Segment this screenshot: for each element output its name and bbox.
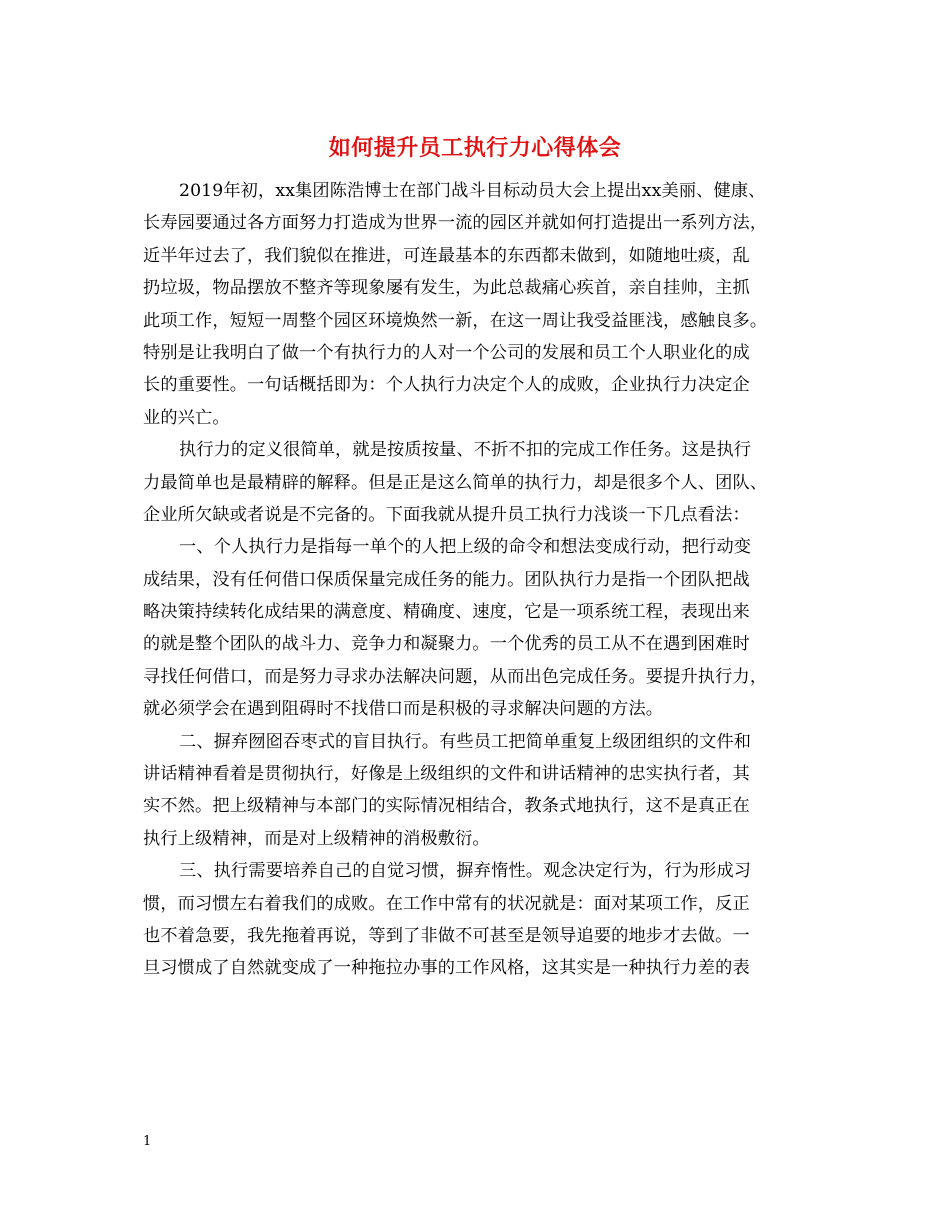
page-number: 1 <box>143 1134 152 1149</box>
paragraph-line: 的就是整个团队的战斗力、竞争力和凝聚力。一个优秀的员工从不在遇到困难时 <box>143 634 750 655</box>
paragraph-line: 2019年初，xx集团陈浩博士在部门战斗目标动员大会上提出xx美丽、健康、 <box>179 181 766 201</box>
paragraph-line: 扔垃圾，物品摆放不整齐等现象屡有发生，为此总裁痛心疾首，亲自挂帅，主抓 <box>143 278 750 299</box>
paragraph-line: 三、执行需要培养自己的自觉习惯，摒弃惰性。观念决定行为，行为形成习 <box>179 861 752 882</box>
paragraph-line: 也不着急要，我先拖着再说，等到了非做不可甚至是领导追要的地步才去做。一 <box>143 925 750 946</box>
paragraph-line: 实不然。把上级精神与本部门的实际情况相结合，教条式地执行，这不是真正在 <box>143 796 750 817</box>
paragraph-line: 寻找任何借口，而是努力寻求办法解决问题，从而出色完成任务。要提升执行力， <box>143 666 768 687</box>
paragraph-line: 长的重要性。一句话概括即为：个人执行力决定个人的成败，企业执行力决定企 <box>143 375 750 396</box>
paragraph-line: 就必须学会在遇到阻碍时不找借口而是积极的寻求解决问题的方法。 <box>143 699 664 720</box>
document-body <box>143 175 825 985</box>
paragraph-line: 长寿园要通过各方面努力打造成为世界一流的园区并就如何打造提出一系列方法， <box>143 213 768 234</box>
paragraph-line: 略决策持续转化成结果的满意度、精确度、速度，它是一项系统工程，表现出来 <box>143 602 750 623</box>
paragraph-line: 惯，而习惯左右着我们的成败。在工作中常有的状况就是：面对某项工作，反正 <box>143 893 750 914</box>
paragraph-line: 力最简单也是最精辟的解释。但是正是这么简单的执行力，却是很多个人、团队、 <box>143 472 768 493</box>
paragraph-line: 旦习惯成了自然就变成了一种拖拉办事的工作风格，这其实是一种执行力差的表 <box>143 958 750 979</box>
paragraph-line: 特别是让我明白了做一个有执行力的人对一个公司的发展和员工个人职业化的成 <box>143 342 750 363</box>
paragraph-line: 执行力的定义很简单，就是按质按量、不折不扣的完成工作任务。这是执行 <box>179 440 752 461</box>
paragraph-line: 此项工作，短短一周整个园区环境焕然一新，在这一周让我受益匪浅，感触良多。 <box>143 310 768 331</box>
paragraph-line: 一、个人执行力是指每一单个的人把上级的命令和想法变成行动，把行动变 <box>179 537 752 558</box>
paragraph-line: 业的兴亡。 <box>143 407 230 428</box>
paragraph-line: 近半年过去了，我们貌似在推进，可连最基本的东西都未做到，如随地吐痰，乱 <box>143 245 750 266</box>
document-title: 如何提升员工执行力心得体会 <box>328 135 622 161</box>
paragraph-line: 企业所欠缺或者说是不完备的。下面我就从提升员工执行力浅谈一下几点看法： <box>143 504 750 525</box>
paragraph-line: 执行上级精神，而是对上级精神的消极敷衍。 <box>143 828 490 849</box>
paragraph-line: 成结果，没有任何借口保质保量完成任务的能力。团队执行力是指一个团队把战 <box>143 569 750 590</box>
paragraph-line: 二、摒弃囫囵吞枣式的盲目执行。有些员工把简单重复上级团组织的文件和 <box>179 731 752 752</box>
paragraph-line: 讲话精神看着是贯彻执行，好像是上级组织的文件和讲话精神的忠实执行者，其 <box>143 764 750 785</box>
